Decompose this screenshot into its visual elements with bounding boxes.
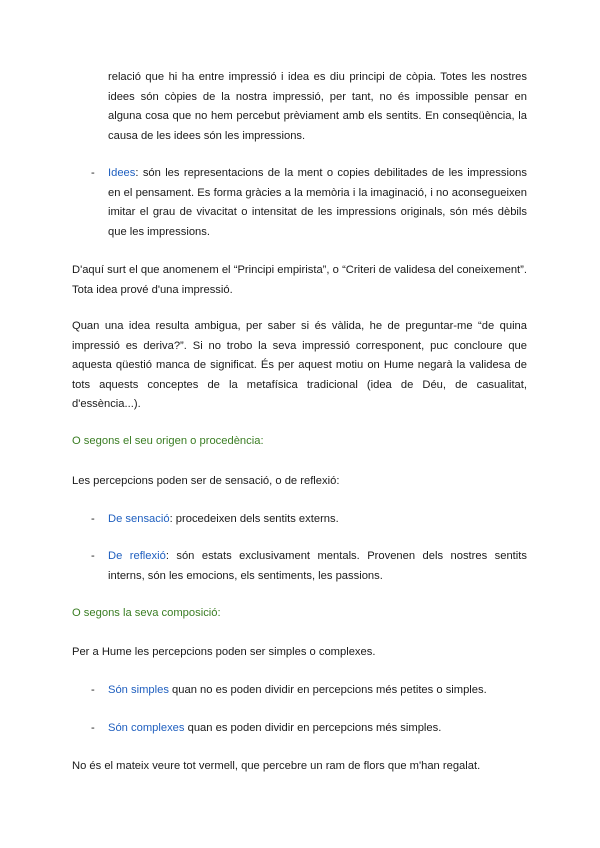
term-complex: Són complexes: [108, 722, 185, 734]
origin-intro: Les percepcions poden ser de sensació, o de reflexió:: [72, 475, 340, 487]
term-simple: Són simples: [108, 684, 169, 696]
paragraph-ambiguous: Quan una idea resulta ambigua, per saber si és vàlida, he de preguntar-me “de quina impressió es deriva?”. Si no trobo la seva impressió corresponent, puc concloure que aquesta qüestió manca de significat. És per aquest motiu on Hume negarà la validesa de tots aquests conceptes de la metafísica tradicional (idea de Déu, de casualitat, d'essència...).: [72, 320, 527, 411]
list-dash: -: [91, 167, 95, 179]
ideas-description: : són les representacions de la ment o copies debilitades de les impressions en el pensament. Es forma gràcies a la memòria i la imaginació, i no aconsegueixen imitar el grau de vivacitat o intensitat de les impressions originals, són més dèbils que les impressions.: [108, 167, 527, 238]
term-ideas: Idees: [108, 167, 136, 179]
reflection-description: : són estats exclusivament mentals. Provenen dels nostres sentits interns, són les emocions, els sentiments, les passions.: [108, 550, 527, 582]
simple-description: quan no es poden dividir en percepcions més petites o simples.: [168, 684, 487, 696]
sensation-description: : procedeixen dels sentits externs.: [169, 513, 339, 525]
list-item-complex: [108, 719, 527, 739]
complex-description: quan es poden dividir en percepcions més simples.: [184, 722, 442, 734]
list-dash: -: [91, 513, 95, 525]
heading-composition: O segons la seva composició:: [72, 607, 221, 619]
term-reflection: De reflexió: [108, 550, 166, 562]
list-item-simple: [108, 681, 527, 701]
heading-origin: O segons el seu origen o procedència:: [72, 435, 264, 447]
list-item-ideas: [108, 164, 527, 242]
composition-intro: Per a Hume les percepcions poden ser simples o complexes.: [72, 646, 376, 658]
list-item-sensation: [108, 510, 527, 530]
list-dash: -: [91, 550, 95, 562]
paragraph-principle: D'aquí surt el que anomenem el “Principi empirista”, o “Criteri de validesa del coneixement”. Tota idea prové d'una impressió.: [72, 264, 527, 296]
term-sensation: De sensació: [108, 513, 170, 525]
intro-continuation-paragraph: relació que hi ha entre impressió i idea es diu principi de còpia. Totes les nostres idees són còpies de la nostra impressió, per tant, no és impossible pensar en alguna cosa que no hem percebut prèviament amb els sentits. En conseqüència, la causa de les idees són les impressions.: [108, 71, 527, 142]
list-dash: -: [91, 684, 95, 696]
closing-line: No és el mateix veure tot vermell, que percebre un ram de flors que m'han regalat.: [72, 760, 481, 772]
list-dash: -: [91, 722, 95, 734]
list-item-reflection: [108, 547, 527, 586]
